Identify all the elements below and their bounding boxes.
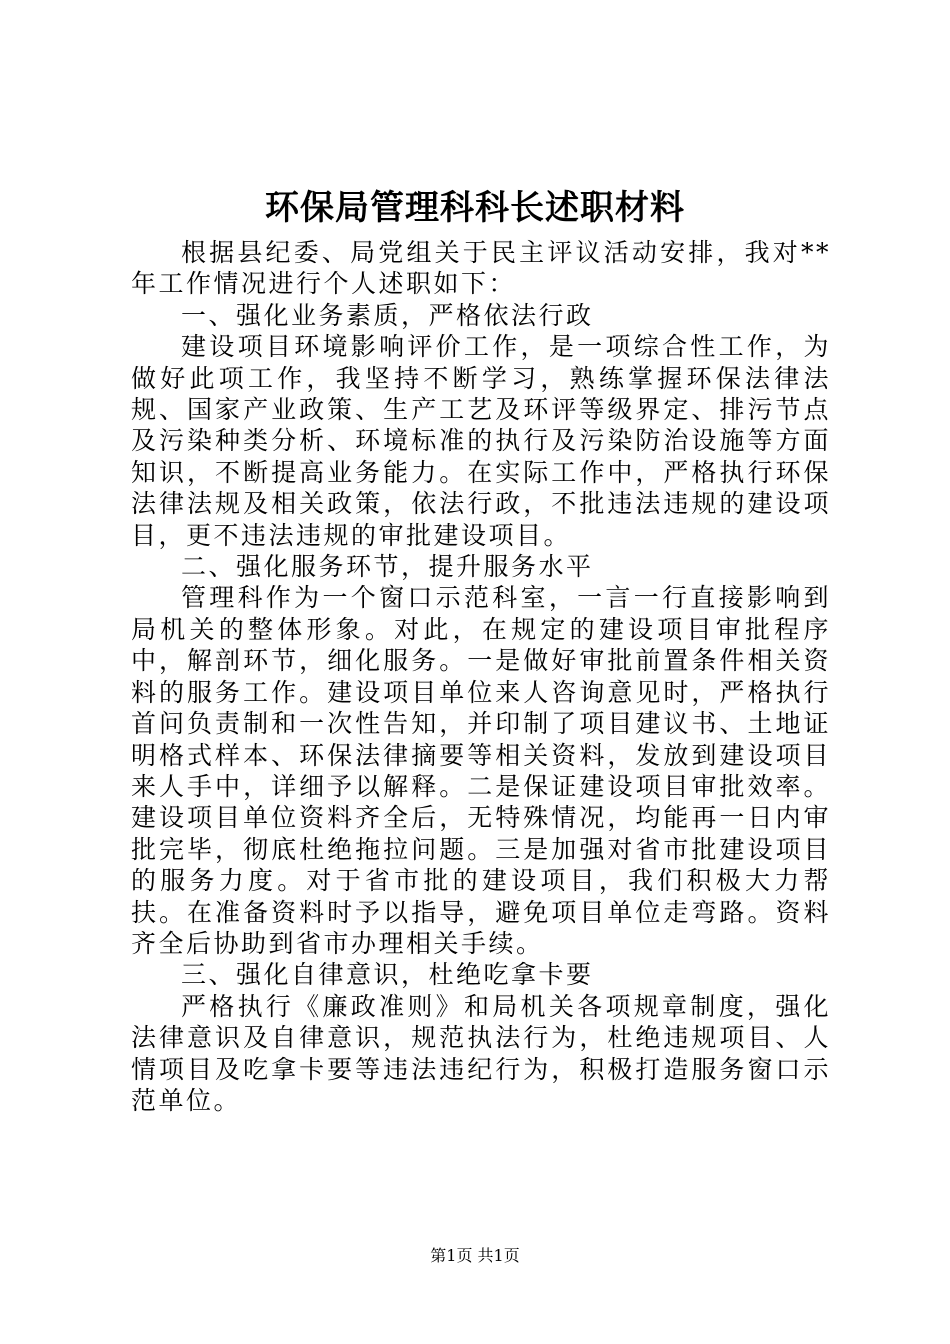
section-heading-2: 二、强化服务环节，提升服务水平 (181, 552, 594, 582)
section-heading-1: 一、强化业务素质，严格依法行政 (181, 300, 594, 330)
section-heading-3: 三、强化自律意识，杜绝吃拿卡要 (181, 960, 594, 990)
paragraph-section-2: 管理科作为一个窗口示范科室，一言一行直接影响到局机关的整体形象。对此，在规定的建设项目审批程序中，解剖环节，细化服务。一是做好审批前置条件相关资料的服务工作。建设项目单位来人咨询意见时，严格执行首问负责制和一次性告知，并印制了项目建议书、土地证明格式样本、环保法律摘要等相关资料，发放到建设项目来人手中，详细予以解释。二是保证建设项目审批效率。建设项目单位资料齐全后，无特殊情况，均能再一日内审批完毕，彻底杜绝拖拉问题。三是加强对省市批建设项目的服务力度。对于省市批的建设项目，我们积极大力帮扶。在准备资料时予以指导，避免项目单位走弯路。资料齐全后协助到省市办理相关手续。 (131, 583, 831, 958)
paragraph-intro: 根据县纪委、局党组关于民主评议活动安排，我对**年工作情况进行个人述职如下： (131, 238, 831, 299)
page-footer: 第1页 共1页 (430, 1246, 520, 1265)
document-body (131, 237, 831, 1116)
paragraph-section-3: 严格执行《廉政准则》和局机关各项规章制度，强化法律意识及自律意识，规范执法行为，杜绝违规项目、人情项目及吃拿卡要等违法违纪行为，积极打造服务窗口示范单位。 (131, 991, 831, 1115)
document-title: 环保局管理科科长述职材料 (265, 188, 685, 228)
paragraph-section-1: 建设项目环境影响评价工作，是一项综合性工作，为做好此项工作，我坚持不断学习，熟练掌握环保法律法规、国家产业政策、生产工艺及环评等级界定、排污节点及污染种类分析、环境标准的执行及污染防治设施等方面知识，不断提高业务能力。在实际工作中，严格执行环保法律法规及相关政策，依法行政，不批违法违规的建设项目，更不违法违规的审批建设项目。 (131, 332, 831, 550)
